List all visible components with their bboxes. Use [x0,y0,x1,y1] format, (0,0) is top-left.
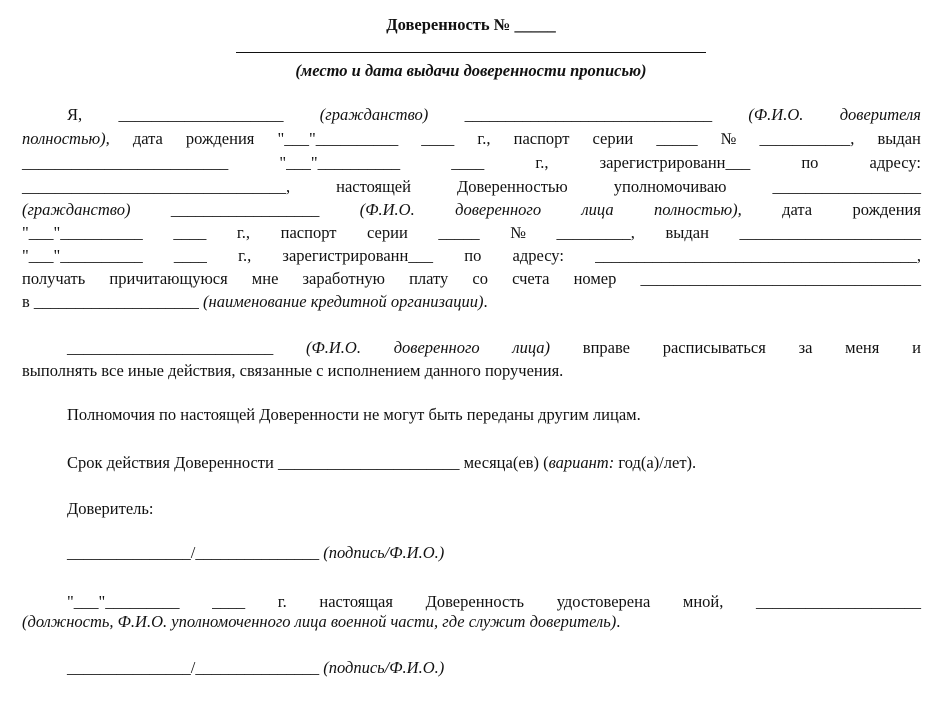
p1-line-3: _________________________ "___"__________ ____ г., зарегистрированн___ по адресу: [22,153,921,172]
p1-line-9: в ____________________ (наименование кредитной организации). [22,292,488,311]
p5-line-1: "___"_________ ____ г. настоящая Доверенность удостоверена мной, ____________________ [67,592,921,611]
principal-label: Доверитель: [67,499,154,518]
p2-line-1: _________________________ (Ф.И.О. доверенного лица) вправе расписываться за меня и [67,338,921,357]
p1-line-1: Я, ____________________ (гражданство) ______________________________ (Ф.И.О. доверителя [67,105,921,124]
document-title: Доверенность № _____ [386,15,556,34]
p1-line-5: (гражданство) __________________ (Ф.И.О. доверенного лица полностью), дата рождения [22,200,921,219]
signature-block-1: _______________/_______________ (подпись/Ф.И.О.) [67,543,445,562]
p3-line: Полномочия по настоящей Доверенности не могут быть переданы другим лицам. [67,405,641,424]
p5-line-2: (должность, Ф.И.О. уполномоченного лица военной части, где служит доверитель). [22,612,621,631]
p1-line-7: "___"__________ ____ г., зарегистрированн___ по адресу: _______________________________________, [22,246,921,265]
place-date-caption: (место и дата выдачи доверенности прописью) [295,61,647,80]
p1-line-2: полностью), дата рождения "___"__________ ____ г., паспорт серии _____ № ___________, выдан [22,129,921,148]
p2-line-2: выполнять все иные действия, связанные с исполнением данного поручения. [22,361,564,380]
p1-line-8: получать причитающуюся мне заработную плату со счета номер __________________________________ [22,269,921,288]
p1-line-6: "___"__________ ____ г., паспорт серии _____ № _________, выдан ______________________ [22,223,921,242]
signature-block-2: _______________/_______________ (подпись/Ф.И.О.) [67,658,445,677]
p4-line: Срок действия Доверенности ______________________ месяца(ев) (вариант: год(а)/лет). [67,453,697,472]
p1-line-4: ________________________________, настоящей Доверенностью уполномочиваю __________________ [22,177,921,196]
place-date-line [236,52,706,53]
